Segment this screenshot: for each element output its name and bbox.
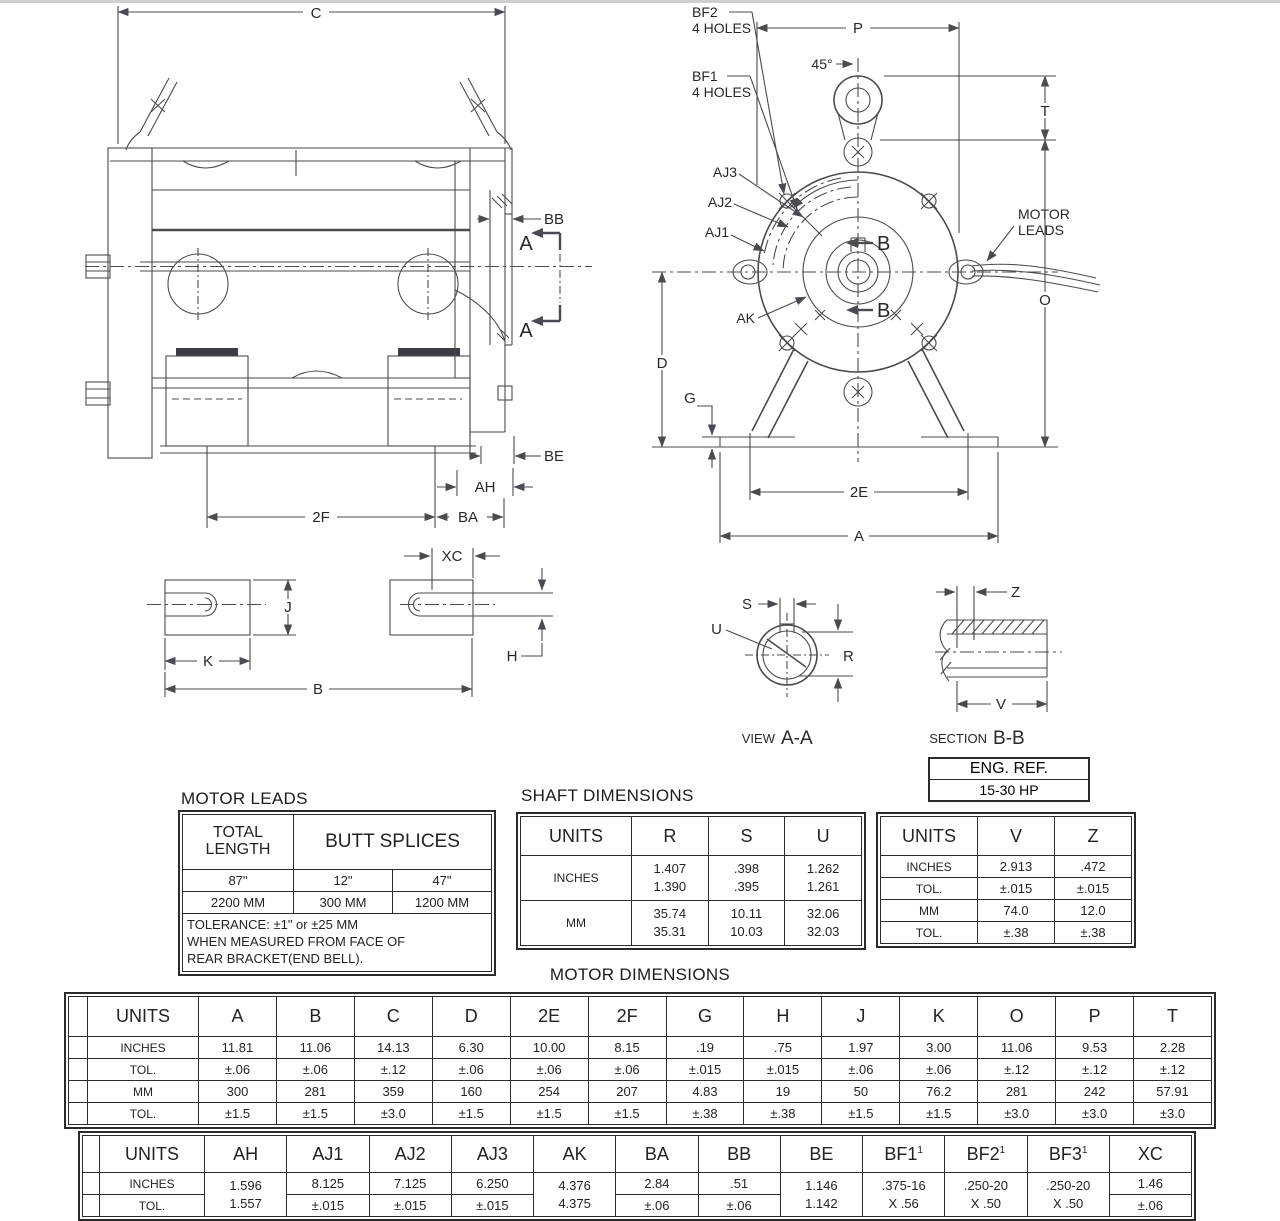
cell-value: ±.06 [616, 1195, 698, 1217]
shaft-dimensions-table [516, 812, 866, 950]
foot-detail-views [147, 548, 553, 698]
cell-value: .472 [1055, 856, 1132, 878]
cell-value: ±.06 [432, 1059, 510, 1081]
stub-cell [69, 1103, 88, 1125]
dim-b-label: B [312, 681, 324, 698]
dim-2e-label: 2E [849, 484, 869, 501]
cell-value: .250-20 [963, 1177, 1008, 1193]
cell-value: .75 [744, 1037, 822, 1059]
cell-value: ±.06 [1109, 1195, 1191, 1217]
table-cell: 47" [393, 870, 492, 892]
dim-ah-label: AH [474, 479, 496, 496]
cell-value: 281 [978, 1081, 1056, 1103]
column-header: A [199, 997, 277, 1037]
dim-t-label: T [1040, 103, 1050, 120]
cell-value: 50 [822, 1081, 900, 1103]
cell-value: 359 [354, 1081, 432, 1103]
column-header: UNITS [100, 1136, 205, 1173]
row-unit: MM [521, 901, 632, 946]
column-header: S [708, 817, 785, 856]
cell-value: ±.015 [287, 1195, 369, 1217]
cell-value: ±.12 [354, 1059, 432, 1081]
stub-cell [83, 1173, 100, 1195]
dim-r-label: R [843, 648, 854, 665]
cell-value: 8.15 [588, 1037, 666, 1059]
row-unit: INCHES [88, 1037, 199, 1059]
cell-value: 207 [588, 1081, 666, 1103]
cell-value: ±1.5 [510, 1103, 588, 1125]
row-unit: MM [88, 1081, 199, 1103]
row-unit: TOL. [881, 878, 978, 900]
total-word: TOTAL [212, 824, 264, 842]
view-aa-caption-word: VIEW [741, 731, 775, 746]
cell-value: 242 [1056, 1081, 1134, 1103]
cell-value: ±3.0 [978, 1103, 1056, 1125]
column-header: O [978, 997, 1056, 1037]
cell-value: 2.28 [1134, 1037, 1212, 1059]
cell-value: 2.913 [978, 856, 1055, 878]
motor-leads-label-line1: MOTOR [1018, 206, 1070, 222]
column-header: V [978, 817, 1055, 856]
cell-value: X .56 [888, 1195, 919, 1211]
cell-value [534, 1173, 616, 1217]
hatching [940, 620, 1044, 674]
column-header: T [1134, 997, 1212, 1037]
eng-ref-box [928, 757, 1090, 802]
stub-cell [69, 1059, 88, 1081]
view-aa-caption-id: A-A [781, 728, 813, 749]
cell-value: 4.375 [558, 1195, 591, 1211]
cell-value: ±.38 [666, 1103, 744, 1125]
cell-value: 32.06 [806, 906, 840, 922]
cell-value: ±.015 [978, 878, 1055, 900]
cell-value: 1.46 [1109, 1173, 1191, 1195]
cell-value: ±.015 [451, 1195, 533, 1217]
cell-value: ±.015 [744, 1059, 822, 1081]
cell-value: ±.38 [744, 1103, 822, 1125]
dim-z-label: Z [1011, 584, 1021, 601]
table-cell [708, 856, 785, 901]
dim-u-label: U [711, 621, 722, 638]
footnote-marker: 1 [1081, 1144, 1088, 1156]
cell-value: 7.125 [369, 1173, 451, 1195]
cell-value: 11.06 [978, 1037, 1056, 1059]
cell-value: ±1.5 [276, 1103, 354, 1125]
column-header: BA [616, 1136, 698, 1173]
motor-leads-label-line2: LEADS [1018, 222, 1064, 238]
stub-cell [83, 1136, 100, 1173]
column-header: P [1056, 997, 1134, 1037]
table-cell [632, 901, 709, 946]
cell-value [945, 1173, 1027, 1217]
column-header: XC [1109, 1136, 1191, 1173]
stub-cell [69, 1037, 88, 1059]
cell-value: .375-16 [881, 1177, 926, 1193]
aj2-label: AJ2 [707, 194, 732, 210]
column-header: UNITS [881, 817, 978, 856]
cell-value: .51 [698, 1173, 780, 1195]
column-header: H [744, 997, 822, 1037]
cell-value: 10.03 [730, 924, 763, 939]
table-cell [632, 856, 709, 901]
motor-leads-col2-header: BUTT SPLICES [294, 815, 492, 870]
column-header: AH [205, 1136, 287, 1173]
cell-value: ±.06 [199, 1059, 277, 1081]
cell-value: 1.261 [806, 879, 840, 894]
eyebolt-right [460, 78, 511, 150]
cell-value: .19 [666, 1037, 744, 1059]
cell-value: ±1.5 [822, 1103, 900, 1125]
section-a-top-label: A [519, 233, 533, 255]
cell-value: 10.00 [510, 1037, 588, 1059]
dim-a-label: A [853, 528, 865, 545]
column-header: K [900, 997, 978, 1037]
cell-value: 4.376 [558, 1177, 591, 1193]
cell-value: 300 [199, 1081, 277, 1103]
cell-value: 4.83 [666, 1081, 744, 1103]
row-unit: TOL. [88, 1103, 199, 1125]
dim-bb-label: BB [544, 211, 565, 228]
cell-value: ±.38 [978, 922, 1055, 944]
aj3-label: AJ3 [712, 164, 737, 180]
cell-value: 160 [432, 1081, 510, 1103]
hex-bolt-lower [86, 382, 110, 405]
bf2-label: BF2 [692, 4, 718, 20]
column-header: AK [534, 1136, 616, 1173]
dim-k-label: K [202, 653, 214, 670]
row-unit: INCHES [521, 856, 632, 901]
cell-value: ±.06 [276, 1059, 354, 1081]
dim-p-label: P [852, 20, 864, 37]
note-line: REAR BRACKET(END BELL). [187, 950, 364, 966]
view-a-a [711, 596, 854, 749]
table-cell: 300 MM [294, 892, 393, 914]
cell-value: 1.407 [653, 861, 687, 877]
cell-value: ±3.0 [354, 1103, 432, 1125]
table-cell: 2200 MM [183, 892, 294, 914]
cell-value: 2.84 [616, 1173, 698, 1195]
cell-value: ±.06 [588, 1059, 666, 1081]
column-header: J [822, 997, 900, 1037]
row-unit: TOL. [88, 1059, 199, 1081]
motor-dimensions-title: MOTOR DIMENSIONS [549, 965, 731, 984]
cell-value: ±1.5 [199, 1103, 277, 1125]
cell-value: ±.06 [510, 1059, 588, 1081]
cell-value: 9.53 [1056, 1037, 1134, 1059]
section-b-top-label: B [877, 233, 891, 255]
cell-value [205, 1173, 287, 1217]
cell-value: ±.06 [822, 1059, 900, 1081]
front-view [652, 4, 1100, 545]
column-header: AJ2 [369, 1136, 451, 1173]
motor-leads-title: MOTOR LEADS [181, 789, 308, 808]
cell-value: ±.015 [666, 1059, 744, 1081]
cell-value: 19 [744, 1081, 822, 1103]
table-cell: 1200 MM [393, 892, 492, 914]
column-header: U [785, 817, 862, 856]
aj1-label: AJ1 [704, 224, 729, 240]
cell-value [780, 1173, 862, 1217]
cell-value: ±3.0 [1134, 1103, 1212, 1125]
section-a-marks [519, 228, 560, 342]
column-header: B [276, 997, 354, 1037]
cell-value: .398 [733, 861, 760, 877]
dim-2f-label: 2F [312, 509, 330, 526]
length-word: LENGTH [205, 841, 271, 858]
cell-value: 281 [276, 1081, 354, 1103]
cell-value: ±.12 [1134, 1059, 1212, 1081]
column-header: $BF1^1$ [863, 1136, 945, 1173]
cell-value: 10.11 [730, 906, 763, 922]
cell-value: 11.06 [276, 1037, 354, 1059]
column-header: BB [698, 1136, 780, 1173]
column-header: $BF3^1$ [1027, 1136, 1109, 1173]
cell-value: 6.250 [451, 1173, 533, 1195]
dim-j-label: J [284, 599, 292, 616]
cell-value: 6.30 [432, 1037, 510, 1059]
row-unit: TOL. [881, 922, 978, 944]
cell-value: 32.03 [806, 924, 840, 939]
table-cell [785, 856, 862, 901]
note-line: TOLERANCE: ±1" or ±25 MM [187, 917, 359, 932]
cell-value: ±.06 [900, 1059, 978, 1081]
motor-leads-col1-header [183, 815, 294, 870]
cell-value: 1.146 [805, 1177, 838, 1193]
cell-value [863, 1173, 945, 1217]
cell-value: 1.262 [806, 861, 840, 877]
column-header: Z [1055, 817, 1132, 856]
dim-xc-label: XC [441, 548, 463, 565]
section-a-bottom-label: A [519, 320, 533, 342]
cell-value: ±.06 [698, 1195, 780, 1217]
motor-leads-wires [972, 264, 1100, 292]
cell-value [1027, 1173, 1109, 1217]
column-header: BE [780, 1136, 862, 1173]
dim-g-label: G [684, 390, 696, 407]
cell-value: 1.142 [805, 1195, 838, 1211]
cell-value: ±.015 [369, 1195, 451, 1217]
stub-cell [69, 1081, 88, 1103]
bf2-holes-label: 4 HOLES [692, 20, 752, 36]
column-header: D [432, 997, 510, 1037]
table-cell [785, 901, 862, 946]
motor-dimensions-table [64, 992, 1216, 1129]
column-header: R [632, 817, 709, 856]
table-cell [708, 901, 785, 946]
cell-value: 14.13 [354, 1037, 432, 1059]
ak-label: AK [736, 310, 755, 326]
column-header: AJ1 [287, 1136, 369, 1173]
note-line: WHEN MEASURED FROM FACE OF [187, 933, 406, 949]
cell-value: ±1.5 [432, 1103, 510, 1125]
section-bb-caption-word: SECTION [929, 731, 987, 746]
cell-value: ±.38 [1055, 922, 1132, 944]
cell-value: X .50 [1052, 1195, 1084, 1211]
column-header: 2E [510, 997, 588, 1037]
dim-ba-label: BA [457, 509, 479, 526]
section-b-bottom-label: B [877, 300, 891, 322]
cell-value: 1.97 [822, 1037, 900, 1059]
eng-ref-value: 15-30 HP [979, 782, 1039, 798]
dim-h-label: H [506, 648, 518, 665]
section-b-b [929, 584, 1062, 749]
cell-value: ±.015 [1055, 878, 1132, 900]
dim-c-label: C [310, 5, 322, 22]
cell-value: 254 [510, 1081, 588, 1103]
cell-value: ±.12 [978, 1059, 1056, 1081]
column-header: UNITS [88, 997, 199, 1037]
cell-value: .395 [733, 879, 760, 894]
dim-o-label: O [1039, 292, 1051, 309]
column-header: $BF2^1$ [945, 1136, 1027, 1173]
stub-cell [83, 1195, 100, 1217]
motor-leads-table [178, 810, 496, 976]
row-unit: TOL. [100, 1195, 205, 1217]
dim-d-label: D [656, 355, 668, 372]
cell-value: 12.0 [1055, 900, 1132, 922]
eng-ref-title: ENG. REF. [930, 759, 1088, 780]
cell-value: 11.81 [199, 1037, 277, 1059]
shaft-dimensions-title: SHAFT DIMENSIONS [521, 786, 694, 805]
row-unit: MM [881, 900, 978, 922]
stub-cell [69, 997, 88, 1037]
cell-value: 1.557 [229, 1195, 262, 1211]
cell-value: 35.74 [653, 906, 687, 922]
table-cell: 12" [294, 870, 393, 892]
column-header: G [666, 997, 744, 1037]
cell-value: ±1.5 [900, 1103, 978, 1125]
cell-value: 76.2 [900, 1081, 978, 1103]
dim-v-label: V [995, 696, 1007, 713]
footnote-marker: 1 [999, 1144, 1006, 1156]
column-header: C [354, 997, 432, 1037]
section-bb-caption-id: B-B [993, 728, 1025, 749]
dim-be-label: BE [544, 448, 565, 465]
side-view [85, 3, 592, 528]
cell-value: 1.390 [653, 879, 687, 894]
cell-value: ±3.0 [1056, 1103, 1134, 1125]
column-header: UNITS [521, 817, 632, 856]
cell-value: 3.00 [900, 1037, 978, 1059]
bf1-label: BF1 [692, 68, 718, 84]
end-bracket [455, 148, 512, 455]
cell-value: X .50 [970, 1195, 1002, 1211]
cell-value: .250-20 [1046, 1177, 1091, 1193]
cell-value: 1.596 [229, 1177, 262, 1193]
cell-value: 8.125 [287, 1173, 369, 1195]
cell-value: 35.31 [653, 924, 687, 939]
footnote-marker: 1 [917, 1144, 923, 1156]
cell-value: 57.91 [1134, 1081, 1212, 1103]
dim-s-label: S [741, 596, 752, 613]
cell-value: ±1.5 [588, 1103, 666, 1125]
row-unit: INCHES [100, 1173, 205, 1195]
bf1-holes-label: 4 HOLES [692, 84, 752, 100]
vz-table [876, 812, 1136, 948]
angle-45-label: 45° [811, 56, 833, 72]
column-header: 2F [588, 997, 666, 1037]
cell-value: ±.12 [1056, 1059, 1134, 1081]
motor-leads-note [183, 914, 492, 972]
table-cell: 87" [183, 870, 294, 892]
mounting-dimensions-table [78, 1131, 1196, 1221]
column-header: AJ3 [451, 1136, 533, 1173]
cell-value: 74.0 [978, 900, 1055, 922]
eyebolt-left [126, 78, 177, 150]
row-unit: INCHES [881, 856, 978, 878]
